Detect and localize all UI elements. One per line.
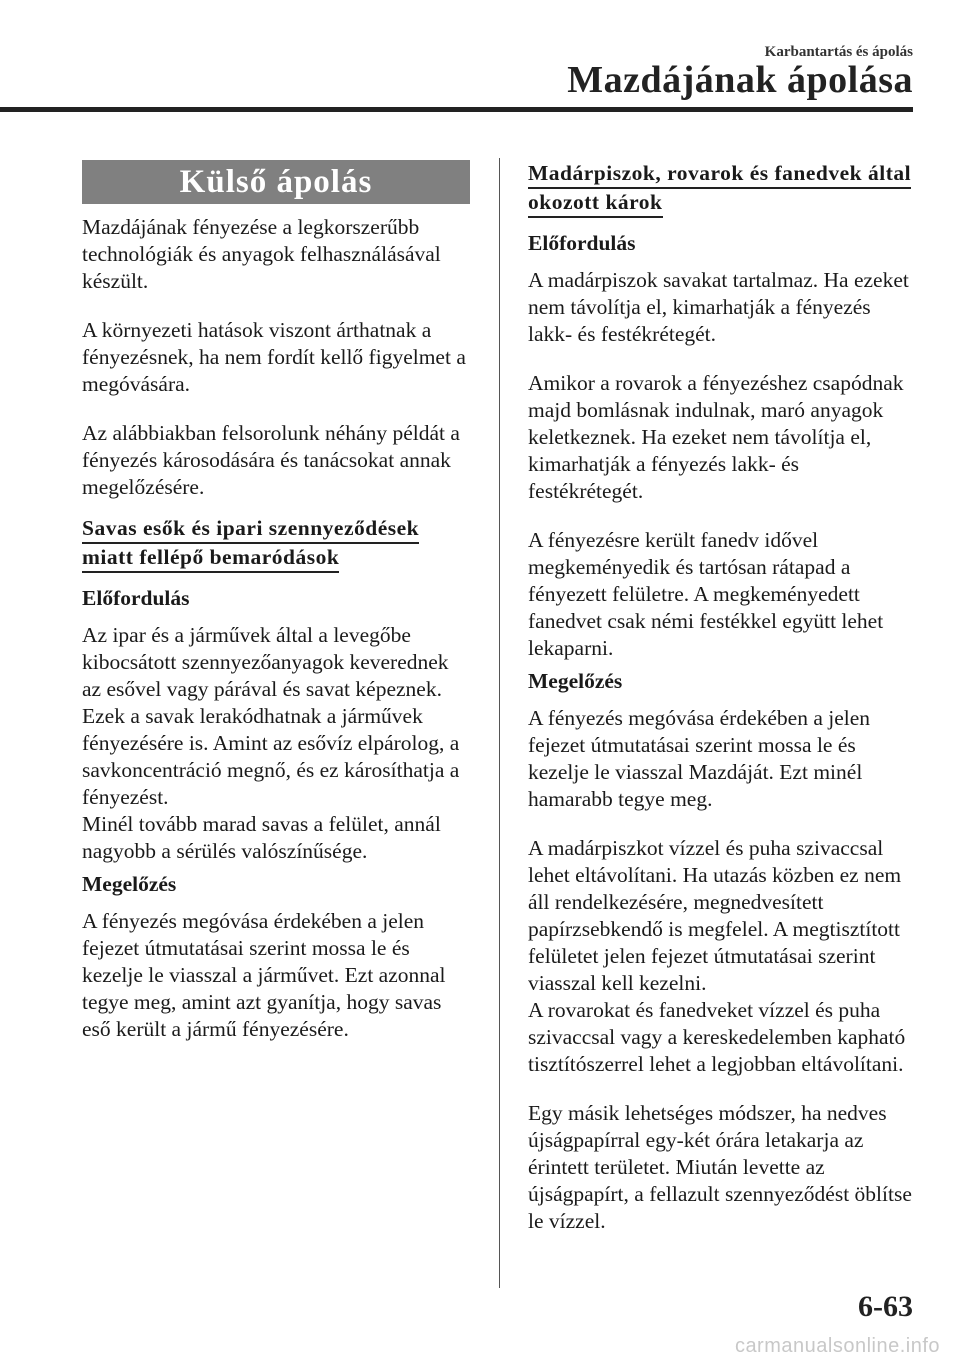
occurrence-label: Előfordulás: [82, 586, 190, 610]
acid-rain-heading-line-1: Savas esők és ipari szennyeződések: [82, 515, 419, 544]
prevention-label: Megelőzés: [82, 872, 177, 896]
section-banner: Külső ápolás: [82, 160, 470, 204]
right-column: [528, 160, 918, 1257]
intro-paragraph-1: Mazdájának fényezése a legkorszerűbb technológiák és anyagok felhasználásával készült.: [82, 215, 441, 293]
header-rule: [0, 107, 913, 112]
right-paragraph-5a: A madárpiszkot vízzel és puha szivaccsal lehet eltávolítani. Ha utazás közben ez nem áll rendelkezésére, megnedvesített papírzsebkendő is megfelel. A megtisztított felületet jelen fejezet útmutatásai szerint viasszal kell kezelni.: [528, 836, 902, 995]
bird-droppings-heading: [528, 160, 918, 218]
right-paragraph-6: Egy másik lehetséges módszer, ha nedves újságpapírral egy-két órára letakarja az érintett területet. Miután levette az újságpapírt, a fellazult szennyeződést öblítse le vízzel.: [528, 1101, 912, 1233]
occurrence-text-b: Minél tovább marad savas a felület, annál nagyobb a sérülés valószínűsége.: [82, 812, 441, 863]
right-paragraph-2: Amikor a rovarok a fényezéshez csapódnak majd bomlásnak indulnak, maró anyagok keletkeznek. Ha ezeket nem távolítja el, kimarhatják a fényezés lakk- és festékrétegét.: [528, 371, 904, 503]
watermark-text: carmanualsonline.info: [734, 1335, 940, 1357]
intro-paragraph-2: A környezeti hatások viszont árthatnak a fényezésnek, ha nem fordít kellő figyelmet a megóvására.: [82, 318, 466, 396]
page-number: 6-63: [858, 1290, 913, 1323]
intro-paragraph-3: Az alábbiakban felsorolunk néhány példát a fényezés károsodására és tanácsokat annak megelőzésére.: [82, 421, 460, 499]
page-title: Mazdájának ápolása: [567, 59, 913, 101]
prevention-text: A fényezés megóvása érdekében a jelen fejezet útmutatásai szerint mossa le és kezelje le viasszal a járművet. Ezt azonnal tegye meg, amint azt gyanítja, hogy savas eső került a jármű fényezésére.: [82, 909, 446, 1041]
acid-rain-heading: [82, 515, 470, 573]
right-paragraph-3: A fényezésre került fanedv idővel megkeményedik és tartósan rátapad a fényezett felületre. A megkeményedett fanedvet csak némi festékkel együtt lehet lekaparni.: [528, 528, 884, 660]
right-paragraph-5b: A rovarokat és fanedveket vízzel és puha szivaccsal vagy a kereskedelemben kapható tisztítószerrel lehet a legjobban eltávolítani.: [528, 998, 906, 1076]
bird-droppings-heading-line-1: Madárpiszok, rovarok és fanedvek által: [528, 160, 911, 189]
prevention-label-right: Megelőzés: [528, 669, 623, 693]
left-column: [82, 160, 470, 1065]
right-paragraph-1: A madárpiszok savakat tartalmaz. Ha ezeket nem távolítja el, kimarhatják a fényezés lakk- és festékrétegét.: [528, 268, 909, 346]
occurrence-label-right: Előfordulás: [528, 231, 636, 255]
occurrence-text-a: Az ipar és a járművek által a levegőbe kibocsátott szennyezőanyagok keverednek az esővel vagy párával és savat képeznek. Ezek a savak lerakódhatnak a járművek fényezésére is. Amint az esővíz elpárolog, a savkoncentráció megnő, és ez károsíthatja a fényezést.: [82, 623, 460, 809]
bird-droppings-heading-line-2: okozott károk: [528, 189, 663, 218]
column-divider: [499, 158, 500, 1288]
right-paragraph-4: A fényezés megóvása érdekében a jelen fejezet útmutatásai szerint mossa le és kezelje le viasszal Mazdáját. Ezt minél hamarabb tegye meg.: [528, 706, 871, 811]
acid-rain-heading-line-2: miatt fellépő bemaródások: [82, 544, 339, 573]
chapter-label: Karbantartás és ápolás: [764, 44, 913, 60]
